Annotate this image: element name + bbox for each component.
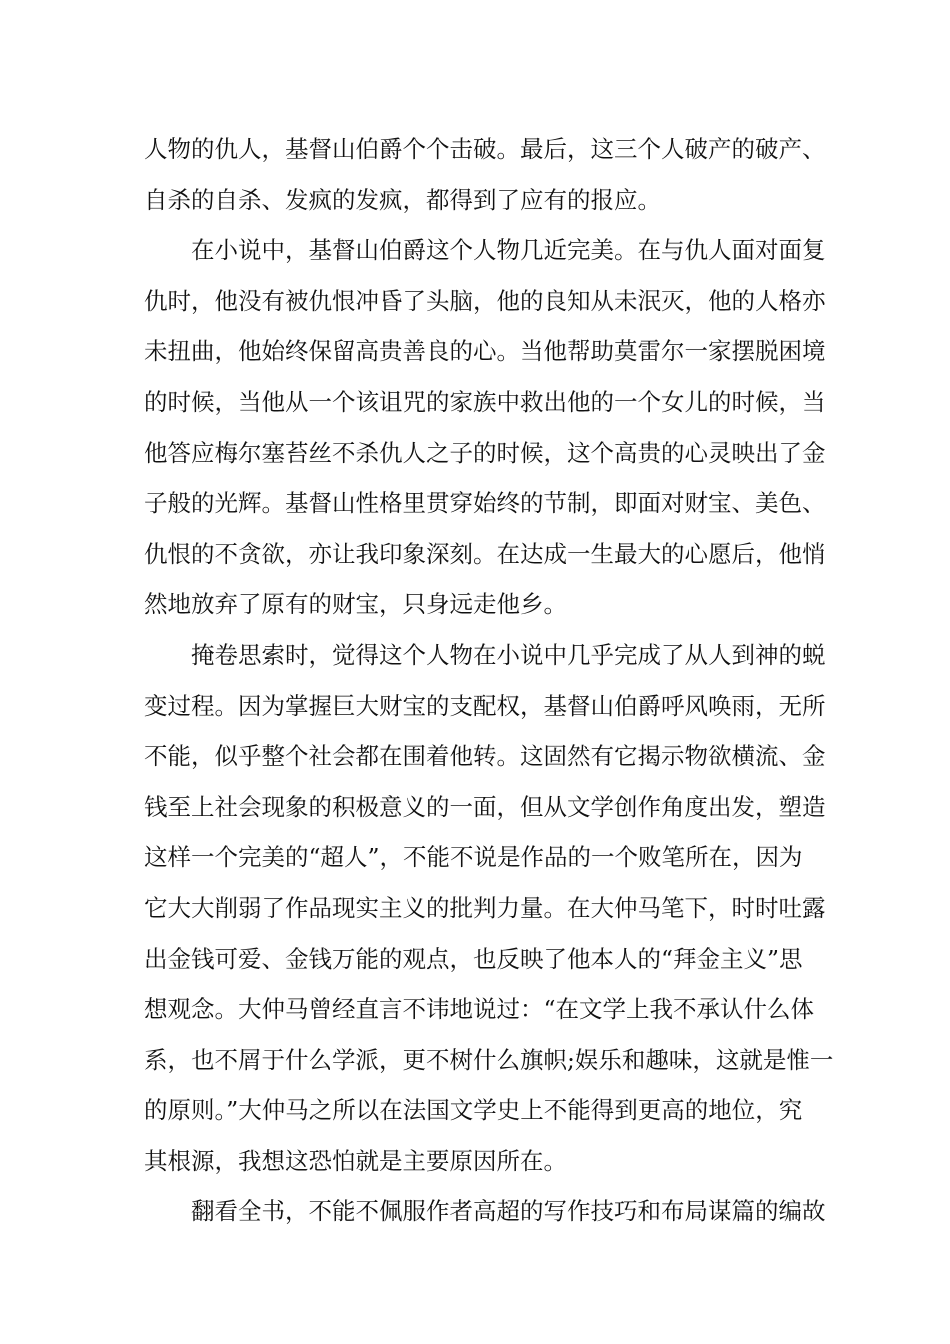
text-line: 的时候，当他从一个该诅咒的家族中救出他的一个女儿的时候，当 xyxy=(144,387,826,416)
paragraph-4 xyxy=(144,1186,824,1237)
text-line: 仇时，他没有被仇恨冲昏了头脑，他的良知从未泯灭，他的人格亦 xyxy=(144,286,826,315)
text-line: 自杀的自杀、发疯的发疯，都得到了应有的报应。 xyxy=(144,185,661,214)
text-line: 然地放弃了原有的财宝，只身远走他乡。 xyxy=(144,590,567,619)
text-line: 在小说中，基督山伯爵这个人物几近完美。在与仇人面对面复 xyxy=(191,236,826,265)
text-line: 其根源，我想这恐怕就是主要原因所在。 xyxy=(144,1146,567,1175)
text-line: 变过程。因为掌握巨大财宝的支配权，基督山伯爵呼风唤雨，无所 xyxy=(144,691,826,720)
text-line: 人物的仇人，基督山伯爵个个击破。最后，这三个人破产的破产、 xyxy=(144,135,826,163)
text-line: 钱至上社会现象的积极意义的一面，但从文学创作角度出发，塑造 xyxy=(144,792,826,821)
paragraph-1 xyxy=(144,124,824,225)
text-line: 系，也不屑于什么学派，更不树什么旗帜;娱乐和趣味，这就是惟一 xyxy=(144,1045,834,1074)
text-line: 的原则。”大仲马之所以在法国文学史上不能得到更高的地位，究 xyxy=(144,1096,803,1125)
text-line: 他答应梅尔塞苔丝不杀仇人之子的时候，这个高贵的心灵映出了金 xyxy=(144,438,826,467)
text-line: 仇恨的不贪欲，亦让我印象深刻。在达成一生最大的心愿后，他悄 xyxy=(144,539,826,568)
text-line: 不能，似乎整个社会都在围着他转。这固然有它揭示物欲横流、金 xyxy=(144,742,826,771)
body-text xyxy=(144,124,834,1237)
text-line: 这样一个完美的“超人”，不能不说是作品的一个败笔所在，因为 xyxy=(144,843,803,872)
text-line: 想观念。大仲马曾经直言不讳地说过：“在文学上我不承认什么体 xyxy=(144,995,815,1024)
paragraph-2 xyxy=(144,225,824,630)
text-line: 子般的光辉。基督山性格里贯穿始终的节制，即面对财宝、美色、 xyxy=(144,489,826,518)
text-line: 出金钱可爱、金钱万能的观点，也反映了他本人的“拜金主义”思 xyxy=(144,944,803,973)
text-line: 未扭曲，他始终保留高贵善良的心。当他帮助莫雷尔一家摆脱困境 xyxy=(144,337,826,366)
text-line: 它大大削弱了作品现实主义的批判力量。在大仲马笔下，时时吐露 xyxy=(144,893,826,922)
text-line: 翻看全书，不能不佩服作者高超的写作技巧和布局谋篇的编故 xyxy=(191,1197,826,1226)
paragraph-3 xyxy=(144,630,834,1187)
text-line: 掩卷思索时，觉得这个人物在小说中几乎完成了从人到神的蜕 xyxy=(191,640,826,669)
